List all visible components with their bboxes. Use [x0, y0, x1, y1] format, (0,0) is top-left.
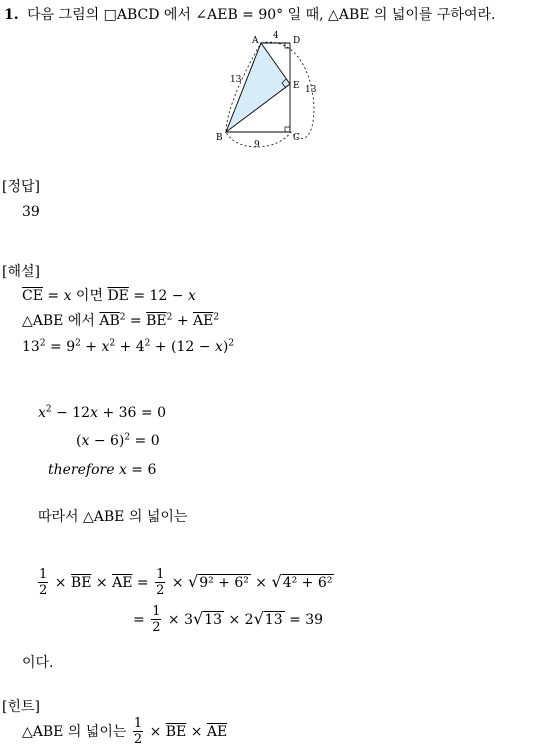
eq: = — [132, 574, 154, 591]
var-x: x — [81, 433, 90, 449]
sqrt-expression — [188, 574, 251, 591]
radical-sign: √ — [271, 572, 282, 591]
segment-be: $\overline{BE}$ — [165, 723, 187, 740]
exp: 2 — [124, 432, 131, 443]
hint-heading: [힌트] — [2, 699, 40, 715]
var-x: x — [90, 405, 98, 421]
numerator: 1 — [152, 604, 161, 619]
plus: + — [172, 313, 194, 329]
text: 13 — [22, 339, 40, 355]
solution-line-2 — [22, 314, 219, 328]
text: △ABE 의 넓이는 — [22, 723, 131, 740]
length-label-bc: 9 — [254, 140, 260, 150]
solution-line-1 — [22, 289, 196, 303]
times: × — [50, 574, 71, 591]
segment-ae: $\overline{AE}$ — [193, 313, 214, 329]
segment-de: $\overline{DE}$ — [107, 288, 129, 304]
answer-value: 39 — [22, 204, 40, 220]
exp: 2 — [144, 338, 151, 349]
sqrt-expression — [254, 611, 285, 628]
vertex-label-c: C — [293, 133, 300, 143]
solution-line-3 — [22, 340, 234, 354]
denominator: 2 — [152, 620, 161, 635]
radicand: 9² + 6² — [199, 575, 249, 591]
text: = 9 — [45, 339, 76, 355]
text: = 0 — [130, 433, 160, 449]
times: × — [186, 723, 207, 740]
sqrt-expression — [272, 574, 335, 591]
times: × — [250, 574, 272, 591]
segment-be: $\overline{BE}$ — [146, 313, 167, 329]
segment-ab: $\overline{AB}$ — [99, 313, 120, 329]
text: △ABE 에서 — [22, 313, 100, 329]
exp: 2 — [75, 338, 81, 349]
segment-ce: $\overline{CE}$ — [22, 288, 43, 304]
vertex-label-b: B — [216, 133, 223, 143]
right-angle-c — [285, 127, 290, 132]
numerator: 1 — [156, 567, 165, 582]
segment-ae: $\overline{AE}$ — [206, 723, 228, 740]
denominator: 2 — [156, 583, 165, 598]
length-label-ad: 4 — [273, 31, 279, 41]
text: ( — [76, 433, 82, 449]
area-line-2 — [133, 604, 323, 635]
eq: = — [133, 611, 150, 628]
text: + 36 = 0 — [98, 405, 166, 421]
exp: 2 — [213, 312, 220, 323]
exp: 2 — [109, 338, 116, 349]
fraction-half — [151, 604, 161, 635]
problem-number: 1. — [4, 7, 19, 23]
exp: 2 — [166, 312, 173, 323]
segment-ae: $\overline{AE}$ — [112, 574, 133, 591]
radicand: 4² + 6² — [282, 575, 333, 591]
denominator: 2 — [133, 732, 143, 747]
problem-text-mid2: ABE 의 넓이를 구하여라. — [338, 7, 496, 23]
fraction-half — [38, 567, 48, 598]
vertex-label-a: A — [252, 36, 259, 46]
var-x: x — [187, 288, 196, 304]
var-x: x — [38, 405, 46, 421]
radical-sign: √ — [193, 609, 204, 628]
var-x: x — [118, 462, 127, 478]
quadrilateral-symbol: □ — [103, 7, 117, 23]
equation-1 — [38, 406, 166, 420]
radical-sign: √ — [253, 609, 264, 628]
answer-heading: [정답] — [2, 179, 40, 195]
text: = 12 − — [128, 288, 188, 304]
vertex-label-e: E — [293, 81, 300, 91]
times: × — [145, 723, 166, 740]
text: + — [80, 339, 102, 355]
times: × — [91, 574, 113, 591]
eq: = — [42, 288, 64, 304]
fraction-half — [155, 567, 165, 598]
vertex-label-d: D — [293, 36, 301, 46]
radicand: 13 — [204, 612, 223, 628]
exp: 2 — [228, 338, 235, 349]
problem-text-pre: 다음 그림의 — [27, 7, 100, 23]
radical-sign: √ — [187, 572, 199, 591]
problem-text-mid1: ABCD 에서 ∠AEB = 90° 일 때, — [116, 7, 324, 23]
text: + 4 — [115, 339, 145, 355]
triangle-abe — [226, 43, 290, 132]
equation-2 — [76, 434, 160, 448]
sqrt-expression — [193, 611, 224, 628]
therefore-text: therefore — [48, 462, 115, 478]
exp: 2 — [45, 404, 52, 415]
fraction-half — [133, 716, 143, 747]
eq: = — [125, 313, 147, 329]
exp: 2 — [39, 338, 46, 349]
text: ) — [222, 339, 229, 355]
area-line-1 — [36, 567, 334, 598]
text: − 12 — [51, 405, 91, 421]
text: + (12 − — [150, 339, 215, 355]
numerator: 1 — [133, 716, 143, 731]
times: × — [167, 574, 188, 591]
text: = 39 — [284, 611, 324, 628]
hint-line — [22, 716, 227, 747]
equation-3 — [48, 463, 156, 477]
text: × 2 — [224, 611, 254, 628]
denominator: 2 — [39, 583, 48, 598]
text: 이면 — [71, 288, 108, 304]
numerator: 1 — [39, 567, 48, 582]
var-x: x — [63, 288, 72, 304]
length-label-ab: 13 — [230, 75, 242, 85]
triangle-symbol: △ — [328, 7, 339, 23]
radicand: 13 — [264, 612, 283, 628]
var-x: x — [214, 339, 223, 355]
exp: 2 — [119, 312, 126, 323]
text: × 3 — [163, 611, 194, 628]
solution-heading: [해설] — [2, 264, 40, 280]
segment-be: $\overline{BE}$ — [70, 574, 92, 591]
text: − 6) — [89, 433, 125, 449]
text: = 6 — [126, 462, 157, 478]
length-label-ec: 13 — [305, 85, 317, 95]
conclusion-text: 따라서 △ABE 의 넓이는 — [38, 509, 188, 525]
end-text: 이다. — [22, 655, 54, 671]
var-x: x — [101, 339, 110, 355]
